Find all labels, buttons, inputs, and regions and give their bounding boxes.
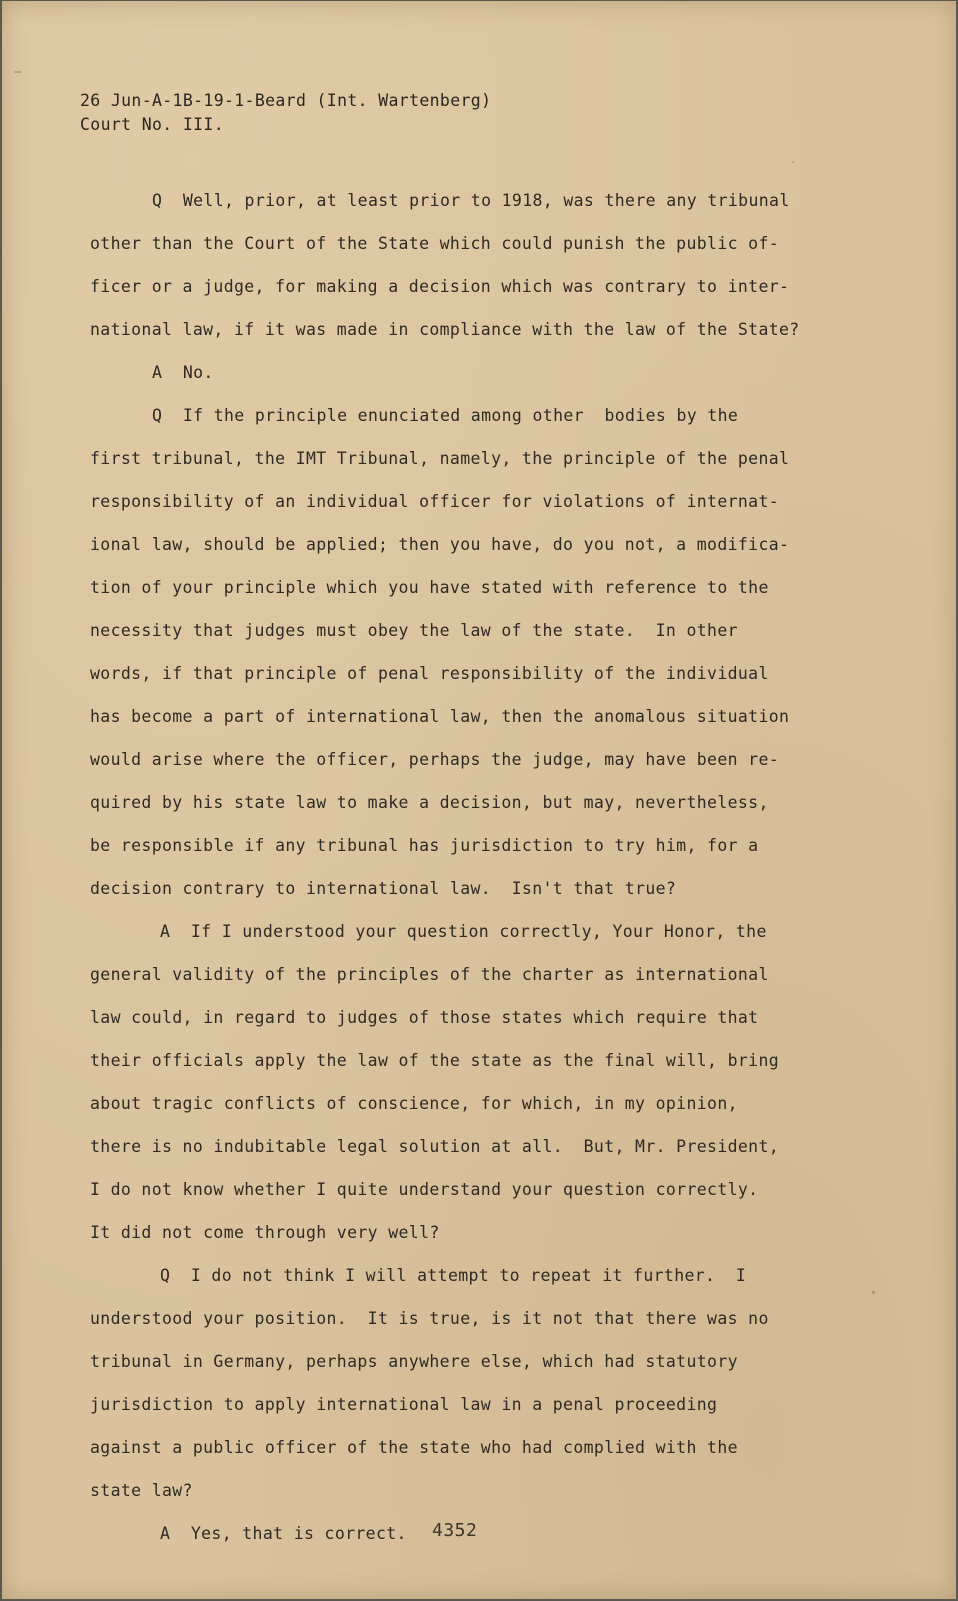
transcript-line: Q Well, prior, at least prior to 1918, was there any tribunal bbox=[152, 191, 790, 210]
transcript-line: quired by his state law to make a decision, but may, nevertheless, bbox=[90, 793, 769, 812]
transcript-line: tribunal in Germany, perhaps anywhere else, which had statutory bbox=[90, 1352, 738, 1371]
transcript-line: It did not come through very well? bbox=[90, 1223, 440, 1242]
transcript-line: Q I do not think I will attempt to repeat it further. I bbox=[160, 1266, 747, 1285]
transcript-line: jurisdiction to apply international law in a penal proceeding bbox=[90, 1395, 718, 1414]
transcript-line: A Yes, that is correct. bbox=[160, 1524, 407, 1543]
transcript-line: first tribunal, the IMT Tribunal, namely, the principle of the penal bbox=[90, 449, 790, 468]
transcript-line: responsibility of an individual officer for violations of internat- bbox=[90, 492, 780, 511]
transcript-line: Q If the principle enunciated among other bodies by the bbox=[152, 406, 739, 425]
transcript-line: general validity of the principles of the charter as international bbox=[90, 965, 769, 984]
transcript-line: ional law, should be applied; then you have, do you not, a modifica- bbox=[90, 535, 790, 554]
transcript-line: has become a part of international law, then the anomalous situation bbox=[90, 707, 790, 726]
paper-speck bbox=[872, 1291, 875, 1294]
transcript-line: state law? bbox=[90, 1481, 193, 1500]
transcript-line: A No. bbox=[152, 363, 214, 382]
transcript-page bbox=[2, 1, 956, 1599]
header-court: Court No. III. bbox=[80, 115, 224, 134]
transcript-line: national law, if it was made in compliance with the law of the State? bbox=[90, 320, 800, 339]
paper-speck bbox=[792, 161, 794, 163]
transcript-line: tion of your principle which you have stated with reference to the bbox=[90, 578, 769, 597]
transcript-line: about tragic conflicts of conscience, for which, in my opinion, bbox=[90, 1094, 738, 1113]
transcript-line: ficer or a judge, for making a decision which was contrary to inter- bbox=[90, 277, 790, 296]
transcript-line: their officials apply the law of the state as the final will, bring bbox=[90, 1051, 780, 1070]
transcript-line: understood your position. It is true, is it not that there was no bbox=[90, 1309, 769, 1328]
paper-speck bbox=[14, 71, 22, 73]
transcript-line: law could, in regard to judges of those states which require that bbox=[90, 1008, 759, 1027]
transcript-line: against a public officer of the state who had complied with the bbox=[90, 1438, 738, 1457]
transcript-line: A If I understood your question correctly, Your Honor, the bbox=[160, 922, 767, 941]
page-number: 4352 bbox=[432, 1520, 478, 1541]
transcript-line: would arise where the officer, perhaps the judge, may have been re- bbox=[90, 750, 780, 769]
header-reference: 26 Jun-A-1B-19-1-Beard (Int. Wartenberg) bbox=[80, 91, 492, 110]
transcript-line: other than the Court of the State which could punish the public of- bbox=[90, 234, 780, 253]
transcript-line: decision contrary to international law. Isn't that true? bbox=[90, 879, 677, 898]
transcript-line: there is no indubitable legal solution at all. But, Mr. President, bbox=[90, 1137, 780, 1156]
transcript-line: necessity that judges must obey the law of the state. In other bbox=[90, 621, 738, 640]
transcript-line: be responsible if any tribunal has jurisdiction to try him, for a bbox=[90, 836, 759, 855]
transcript-line: I do not know whether I quite understand your question correctly. bbox=[90, 1180, 759, 1199]
transcript-line: words, if that principle of penal responsibility of the individual bbox=[90, 664, 769, 683]
